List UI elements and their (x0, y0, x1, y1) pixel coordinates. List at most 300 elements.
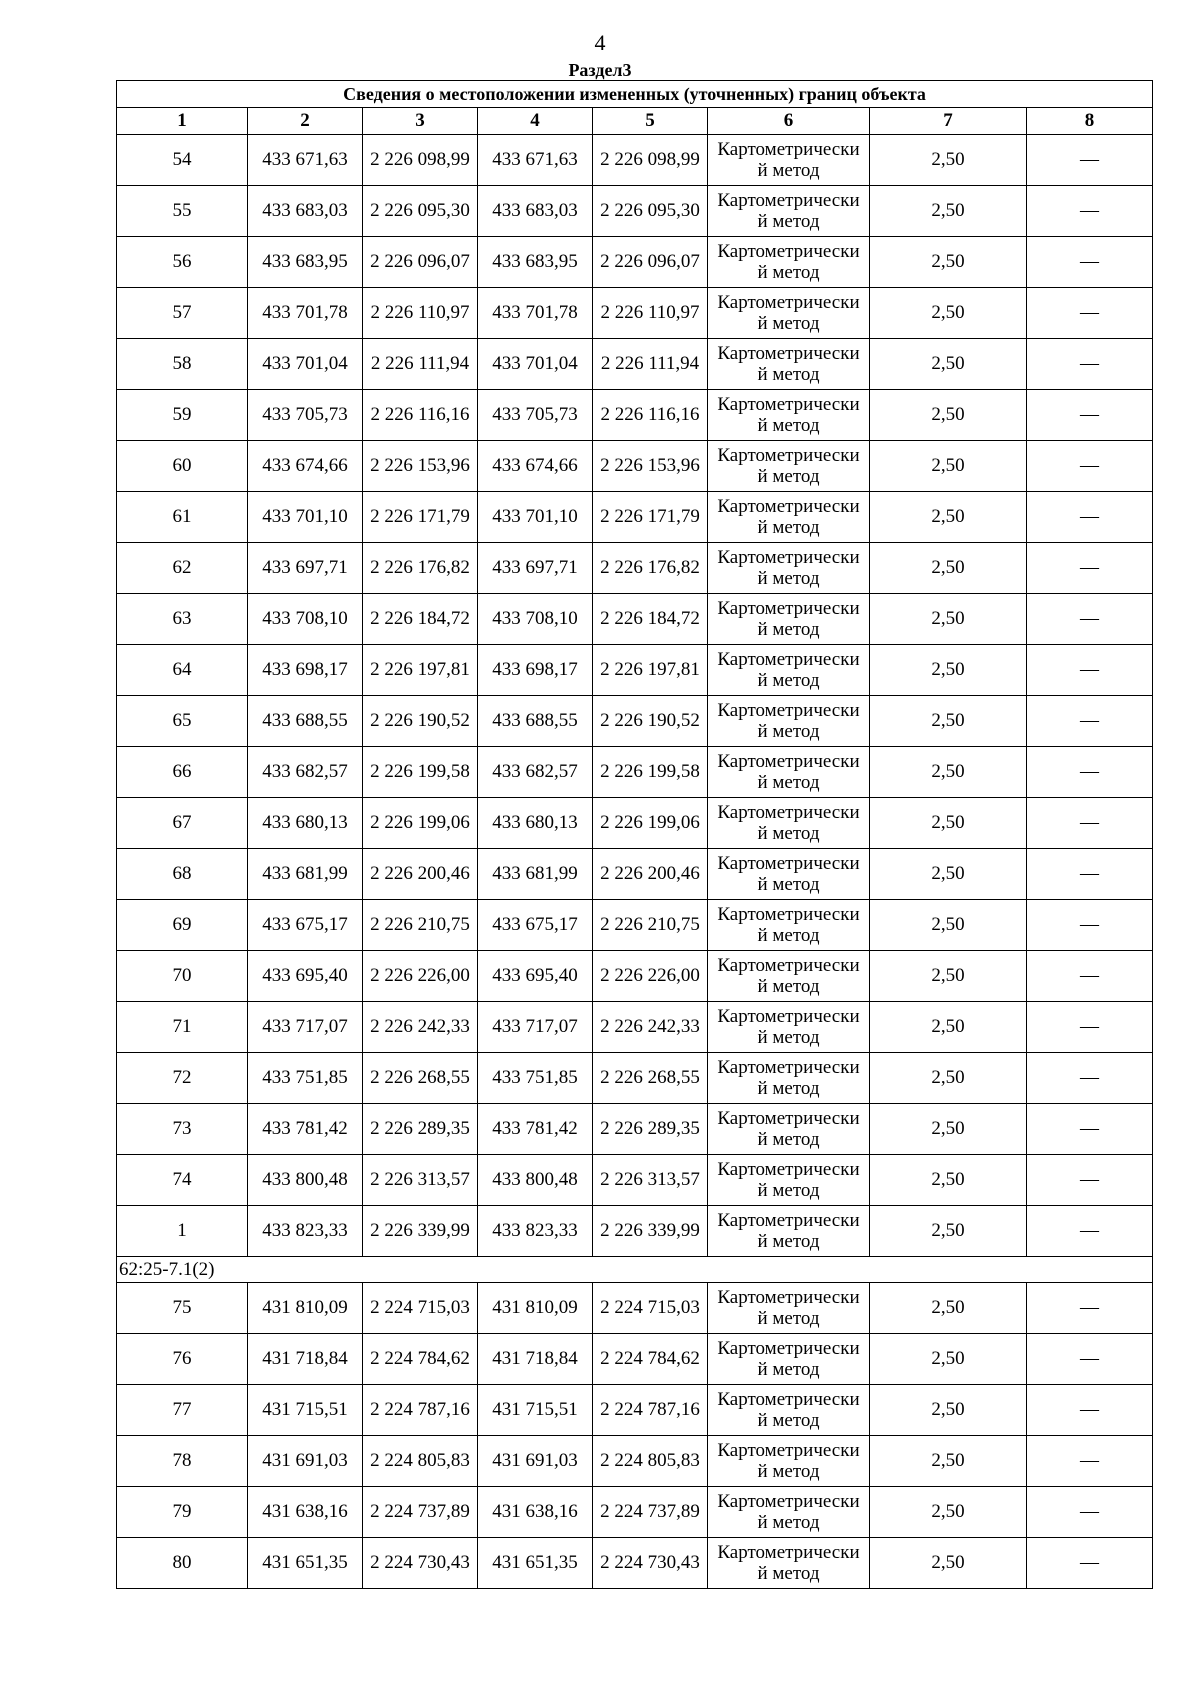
y-old-cell: 2 226 116,16 (363, 390, 478, 441)
y-old-cell: 2 224 737,89 (363, 1487, 478, 1538)
accuracy-cell: 2,50 (870, 1155, 1027, 1206)
x-old-cell: 433 781,42 (248, 1104, 363, 1155)
method-cell (708, 492, 870, 543)
method-text-line1: Картометрически (717, 955, 860, 976)
table-row (117, 594, 1153, 645)
accuracy-cell: 2,50 (870, 594, 1027, 645)
y-new-cell: 2 226 199,58 (593, 747, 708, 798)
accuracy-cell: 2,50 (870, 645, 1027, 696)
y-old-cell: 2 226 289,35 (363, 1104, 478, 1155)
method-cell (708, 696, 870, 747)
method-cell (708, 1206, 870, 1257)
method-cell (708, 849, 870, 900)
method-text-line1: Картометрически (717, 1057, 860, 1078)
point-number-cell: 66 (117, 747, 248, 798)
point-number-cell: 73 (117, 1104, 248, 1155)
method-text-line2: й метод (757, 1359, 820, 1380)
method-text-line2: й метод (757, 568, 820, 589)
table-row (117, 1487, 1153, 1538)
accuracy-cell: 2,50 (870, 1053, 1027, 1104)
method-cell (708, 339, 870, 390)
method-cell (708, 1002, 870, 1053)
y-old-cell: 2 224 715,03 (363, 1283, 478, 1334)
x-new-cell: 433 781,42 (478, 1104, 593, 1155)
point-number-cell: 74 (117, 1155, 248, 1206)
point-number-cell: 59 (117, 390, 248, 441)
description-cell: — (1027, 1206, 1153, 1257)
method-text-line1: Картометрически (717, 1108, 860, 1129)
method-text-line2: й метод (757, 1129, 820, 1150)
point-number-cell: 54 (117, 135, 248, 186)
method-text-line1: Картометрически (717, 1159, 860, 1180)
x-new-cell: 433 683,03 (478, 186, 593, 237)
x-old-cell: 433 688,55 (248, 696, 363, 747)
y-old-cell: 2 226 242,33 (363, 1002, 478, 1053)
table-row (117, 951, 1153, 1002)
method-text-line2: й метод (757, 160, 820, 181)
x-new-cell: 433 701,10 (478, 492, 593, 543)
y-new-cell: 2 226 184,72 (593, 594, 708, 645)
x-new-cell: 431 715,51 (478, 1385, 593, 1436)
method-text-line1: Картометрически (717, 700, 860, 721)
point-number-cell: 67 (117, 798, 248, 849)
x-old-cell: 431 718,84 (248, 1334, 363, 1385)
x-old-cell: 433 751,85 (248, 1053, 363, 1104)
point-number-cell: 64 (117, 645, 248, 696)
point-number-cell: 75 (117, 1283, 248, 1334)
x-old-cell: 433 705,73 (248, 390, 363, 441)
description-cell: — (1027, 492, 1153, 543)
x-new-cell: 433 674,66 (478, 441, 593, 492)
description-cell: — (1027, 1002, 1153, 1053)
method-text-line1: Картометрически (717, 1006, 860, 1027)
table-row (117, 186, 1153, 237)
method-cell (708, 1155, 870, 1206)
x-old-cell: 431 638,16 (248, 1487, 363, 1538)
contour-label: 62:25-7.1(2) (117, 1257, 1153, 1283)
method-text-line2: й метод (757, 211, 820, 232)
description-cell: — (1027, 186, 1153, 237)
description-cell: — (1027, 1155, 1153, 1206)
description-cell: — (1027, 594, 1153, 645)
method-text-line2: й метод (757, 1410, 820, 1431)
description-cell: — (1027, 543, 1153, 594)
description-cell: — (1027, 390, 1153, 441)
x-new-cell: 433 671,63 (478, 135, 593, 186)
table-row (117, 1002, 1153, 1053)
method-text-line1: Картометрически (717, 649, 860, 670)
method-text-line1: Картометрически (717, 802, 860, 823)
x-old-cell: 433 800,48 (248, 1155, 363, 1206)
method-text-line1: Картометрически (717, 1440, 860, 1461)
y-old-cell: 2 226 153,96 (363, 441, 478, 492)
x-old-cell: 431 691,03 (248, 1436, 363, 1487)
x-new-cell: 433 698,17 (478, 645, 593, 696)
table-row (117, 492, 1153, 543)
x-new-cell: 433 681,99 (478, 849, 593, 900)
method-text-line2: й метод (757, 415, 820, 436)
point-number-cell: 78 (117, 1436, 248, 1487)
table-row (117, 441, 1153, 492)
table-row (117, 1104, 1153, 1155)
point-number-cell: 60 (117, 441, 248, 492)
table-row (117, 237, 1153, 288)
method-cell (708, 1334, 870, 1385)
description-cell: — (1027, 441, 1153, 492)
y-old-cell: 2 226 210,75 (363, 900, 478, 951)
y-new-cell: 2 226 096,07 (593, 237, 708, 288)
method-cell (708, 1436, 870, 1487)
method-text-line1: Картометрически (717, 394, 860, 415)
method-text-line2: й метод (757, 874, 820, 895)
y-new-cell: 2 226 339,99 (593, 1206, 708, 1257)
method-cell (708, 186, 870, 237)
method-text-line2: й метод (757, 619, 820, 640)
point-number-cell: 58 (117, 339, 248, 390)
method-text-line2: й метод (757, 772, 820, 793)
method-text-line2: й метод (757, 364, 820, 385)
method-text-line1: Картометрически (717, 1287, 860, 1308)
x-new-cell: 433 682,57 (478, 747, 593, 798)
method-text-line2: й метод (757, 313, 820, 334)
description-cell: — (1027, 1385, 1153, 1436)
method-cell (708, 594, 870, 645)
x-new-cell: 433 800,48 (478, 1155, 593, 1206)
column-number: 8 (1027, 108, 1153, 135)
accuracy-cell: 2,50 (870, 339, 1027, 390)
method-cell (708, 747, 870, 798)
table-row (117, 1206, 1153, 1257)
method-text-line2: й метод (757, 1180, 820, 1201)
method-text-line1: Картометрически (717, 445, 860, 466)
accuracy-cell: 2,50 (870, 1334, 1027, 1385)
table-row (117, 696, 1153, 747)
method-text-line1: Картометрически (717, 343, 860, 364)
x-new-cell: 431 638,16 (478, 1487, 593, 1538)
description-cell: — (1027, 1283, 1153, 1334)
accuracy-cell: 2,50 (870, 1538, 1027, 1589)
accuracy-cell: 2,50 (870, 1104, 1027, 1155)
x-new-cell: 433 683,95 (478, 237, 593, 288)
accuracy-cell: 2,50 (870, 1436, 1027, 1487)
column-number: 4 (478, 108, 593, 135)
x-old-cell: 433 717,07 (248, 1002, 363, 1053)
x-new-cell: 433 680,13 (478, 798, 593, 849)
point-number-cell: 70 (117, 951, 248, 1002)
x-new-cell: 433 717,07 (478, 1002, 593, 1053)
table-row (117, 390, 1153, 441)
y-new-cell: 2 226 095,30 (593, 186, 708, 237)
description-cell: — (1027, 1487, 1153, 1538)
table-row (117, 645, 1153, 696)
method-cell (708, 1104, 870, 1155)
x-old-cell: 433 697,71 (248, 543, 363, 594)
accuracy-cell: 2,50 (870, 186, 1027, 237)
point-number-cell: 68 (117, 849, 248, 900)
x-old-cell: 431 810,09 (248, 1283, 363, 1334)
accuracy-cell: 2,50 (870, 135, 1027, 186)
description-cell: — (1027, 288, 1153, 339)
point-number-cell: 76 (117, 1334, 248, 1385)
y-old-cell: 2 226 111,94 (363, 339, 478, 390)
point-number-cell: 79 (117, 1487, 248, 1538)
accuracy-cell: 2,50 (870, 441, 1027, 492)
method-text-line2: й метод (757, 1027, 820, 1048)
y-old-cell: 2 226 226,00 (363, 951, 478, 1002)
y-new-cell: 2 226 200,46 (593, 849, 708, 900)
method-text-line1: Картометрически (717, 190, 860, 211)
page-number: 4 (594, 30, 606, 55)
y-new-cell: 2 224 787,16 (593, 1385, 708, 1436)
accuracy-cell: 2,50 (870, 237, 1027, 288)
column-number: 2 (248, 108, 363, 135)
y-old-cell: 2 226 110,97 (363, 288, 478, 339)
y-old-cell: 2 226 313,57 (363, 1155, 478, 1206)
accuracy-cell: 2,50 (870, 492, 1027, 543)
y-old-cell: 2 226 199,06 (363, 798, 478, 849)
accuracy-cell: 2,50 (870, 849, 1027, 900)
table-row (117, 798, 1153, 849)
y-new-cell: 2 226 313,57 (593, 1155, 708, 1206)
x-old-cell: 431 651,35 (248, 1538, 363, 1589)
table-row (117, 1283, 1153, 1334)
y-new-cell: 2 224 715,03 (593, 1283, 708, 1334)
accuracy-cell: 2,50 (870, 288, 1027, 339)
method-text-line1: Картометрически (717, 1542, 860, 1563)
column-number: 1 (117, 108, 248, 135)
method-cell (708, 441, 870, 492)
x-new-cell: 433 705,73 (478, 390, 593, 441)
method-cell (708, 288, 870, 339)
y-new-cell: 2 226 199,06 (593, 798, 708, 849)
y-old-cell: 2 226 339,99 (363, 1206, 478, 1257)
description-cell: — (1027, 1104, 1153, 1155)
point-number-cell: 57 (117, 288, 248, 339)
method-cell (708, 798, 870, 849)
description-cell: — (1027, 849, 1153, 900)
x-new-cell: 433 701,04 (478, 339, 593, 390)
description-cell: — (1027, 747, 1153, 798)
y-old-cell: 2 224 805,83 (363, 1436, 478, 1487)
y-new-cell: 2 224 730,43 (593, 1538, 708, 1589)
table-row (117, 1053, 1153, 1104)
method-text-line1: Картометрически (717, 1338, 860, 1359)
method-text-line1: Картометрически (717, 547, 860, 568)
accuracy-cell: 2,50 (870, 798, 1027, 849)
description-cell: — (1027, 798, 1153, 849)
boundary-coordinates-table (116, 80, 1153, 1589)
x-old-cell: 433 683,95 (248, 237, 363, 288)
method-text-line2: й метод (757, 1231, 820, 1252)
x-old-cell: 433 681,99 (248, 849, 363, 900)
method-text-line1: Картометрически (717, 1389, 860, 1410)
point-number-cell: 77 (117, 1385, 248, 1436)
table-row (117, 1436, 1153, 1487)
method-text-line1: Картометрически (717, 853, 860, 874)
y-new-cell: 2 226 110,97 (593, 288, 708, 339)
accuracy-cell: 2,50 (870, 696, 1027, 747)
description-cell: — (1027, 339, 1153, 390)
x-new-cell: 433 701,78 (478, 288, 593, 339)
table-row (117, 849, 1153, 900)
point-number-cell: 55 (117, 186, 248, 237)
method-text-line2: й метод (757, 925, 820, 946)
accuracy-cell: 2,50 (870, 951, 1027, 1002)
point-number-cell: 65 (117, 696, 248, 747)
y-old-cell: 2 226 268,55 (363, 1053, 478, 1104)
description-cell: — (1027, 645, 1153, 696)
method-cell (708, 1538, 870, 1589)
y-old-cell: 2 226 171,79 (363, 492, 478, 543)
x-new-cell: 433 675,17 (478, 900, 593, 951)
point-number-cell: 63 (117, 594, 248, 645)
point-number-cell: 72 (117, 1053, 248, 1104)
method-cell (708, 237, 870, 288)
table-row (117, 900, 1153, 951)
description-cell: — (1027, 1334, 1153, 1385)
y-old-cell: 2 226 096,07 (363, 237, 478, 288)
method-cell (708, 1385, 870, 1436)
method-cell (708, 1053, 870, 1104)
method-cell (708, 1487, 870, 1538)
method-cell (708, 135, 870, 186)
method-text-line1: Картометрически (717, 1491, 860, 1512)
method-text-line2: й метод (757, 670, 820, 691)
table-title: Сведения о местоположении измененных (уточненных) границ объекта (117, 81, 1153, 108)
y-new-cell: 2 226 153,96 (593, 441, 708, 492)
method-cell (708, 645, 870, 696)
y-old-cell: 2 226 176,82 (363, 543, 478, 594)
y-new-cell: 2 226 197,81 (593, 645, 708, 696)
x-old-cell: 433 823,33 (248, 1206, 363, 1257)
method-cell (708, 1283, 870, 1334)
y-old-cell: 2 226 095,30 (363, 186, 478, 237)
method-text-line2: й метод (757, 823, 820, 844)
point-number-cell: 1 (117, 1206, 248, 1257)
table-row (117, 288, 1153, 339)
table-row (117, 543, 1153, 594)
x-old-cell: 433 701,04 (248, 339, 363, 390)
accuracy-cell: 2,50 (870, 390, 1027, 441)
x-old-cell: 433 701,10 (248, 492, 363, 543)
column-number: 7 (870, 108, 1027, 135)
method-text-line2: й метод (757, 262, 820, 283)
y-new-cell: 2 226 116,16 (593, 390, 708, 441)
y-new-cell: 2 224 737,89 (593, 1487, 708, 1538)
description-cell: — (1027, 1436, 1153, 1487)
method-cell (708, 900, 870, 951)
y-new-cell: 2 224 805,83 (593, 1436, 708, 1487)
y-old-cell: 2 226 190,52 (363, 696, 478, 747)
description-cell: — (1027, 900, 1153, 951)
table-row (117, 1385, 1153, 1436)
y-old-cell: 2 224 784,62 (363, 1334, 478, 1385)
x-new-cell: 431 718,84 (478, 1334, 593, 1385)
column-number: 3 (363, 108, 478, 135)
method-text-line1: Картометрически (717, 496, 860, 517)
y-old-cell: 2 226 098,99 (363, 135, 478, 186)
x-old-cell: 433 674,66 (248, 441, 363, 492)
table-row (117, 1538, 1153, 1589)
method-text-line2: й метод (757, 1078, 820, 1099)
table-row (117, 339, 1153, 390)
method-cell (708, 390, 870, 441)
point-number-cell: 62 (117, 543, 248, 594)
y-new-cell: 2 226 171,79 (593, 492, 708, 543)
point-number-cell: 71 (117, 1002, 248, 1053)
y-new-cell: 2 226 190,52 (593, 696, 708, 747)
method-text-line1: Картометрически (717, 904, 860, 925)
x-old-cell: 433 698,17 (248, 645, 363, 696)
y-old-cell: 2 226 184,72 (363, 594, 478, 645)
section-heading: Раздел3 (568, 60, 632, 80)
x-old-cell: 433 708,10 (248, 594, 363, 645)
point-number-cell: 56 (117, 237, 248, 288)
point-number-cell: 61 (117, 492, 248, 543)
method-text-line1: Картометрически (717, 1210, 860, 1231)
method-text-line2: й метод (757, 721, 820, 742)
x-old-cell: 433 671,63 (248, 135, 363, 186)
x-new-cell: 433 688,55 (478, 696, 593, 747)
accuracy-cell: 2,50 (870, 1385, 1027, 1436)
point-number-cell: 80 (117, 1538, 248, 1589)
method-text-line2: й метод (757, 1512, 820, 1533)
y-old-cell: 2 226 197,81 (363, 645, 478, 696)
method-text-line1: Картометрически (717, 292, 860, 313)
x-new-cell: 431 810,09 (478, 1283, 593, 1334)
accuracy-cell: 2,50 (870, 1487, 1027, 1538)
y-new-cell: 2 226 289,35 (593, 1104, 708, 1155)
x-new-cell: 431 651,35 (478, 1538, 593, 1589)
x-new-cell: 433 823,33 (478, 1206, 593, 1257)
x-new-cell: 431 691,03 (478, 1436, 593, 1487)
description-cell: — (1027, 135, 1153, 186)
method-text-line2: й метод (757, 1461, 820, 1482)
y-new-cell: 2 226 226,00 (593, 951, 708, 1002)
y-new-cell: 2 226 111,94 (593, 339, 708, 390)
y-new-cell: 2 226 098,99 (593, 135, 708, 186)
accuracy-cell: 2,50 (870, 900, 1027, 951)
x-new-cell: 433 751,85 (478, 1053, 593, 1104)
method-text-line1: Картометрически (717, 751, 860, 772)
table-row (117, 1155, 1153, 1206)
description-cell: — (1027, 1053, 1153, 1104)
x-old-cell: 431 715,51 (248, 1385, 363, 1436)
method-text-line1: Картометрически (717, 241, 860, 262)
table-row (117, 1334, 1153, 1385)
accuracy-cell: 2,50 (870, 1283, 1027, 1334)
y-old-cell: 2 226 200,46 (363, 849, 478, 900)
y-old-cell: 2 224 730,43 (363, 1538, 478, 1589)
column-number-row (117, 108, 1153, 135)
description-cell: — (1027, 951, 1153, 1002)
accuracy-cell: 2,50 (870, 1206, 1027, 1257)
x-old-cell: 433 701,78 (248, 288, 363, 339)
x-old-cell: 433 683,03 (248, 186, 363, 237)
method-text-line1: Картометрически (717, 139, 860, 160)
y-old-cell: 2 224 787,16 (363, 1385, 478, 1436)
method-text-line2: й метод (757, 1308, 820, 1329)
method-text-line2: й метод (757, 466, 820, 487)
method-text-line2: й метод (757, 517, 820, 538)
method-text-line2: й метод (757, 1563, 820, 1584)
point-number-cell: 69 (117, 900, 248, 951)
table-row (117, 747, 1153, 798)
method-cell (708, 543, 870, 594)
x-new-cell: 433 697,71 (478, 543, 593, 594)
y-new-cell: 2 226 210,75 (593, 900, 708, 951)
accuracy-cell: 2,50 (870, 1002, 1027, 1053)
